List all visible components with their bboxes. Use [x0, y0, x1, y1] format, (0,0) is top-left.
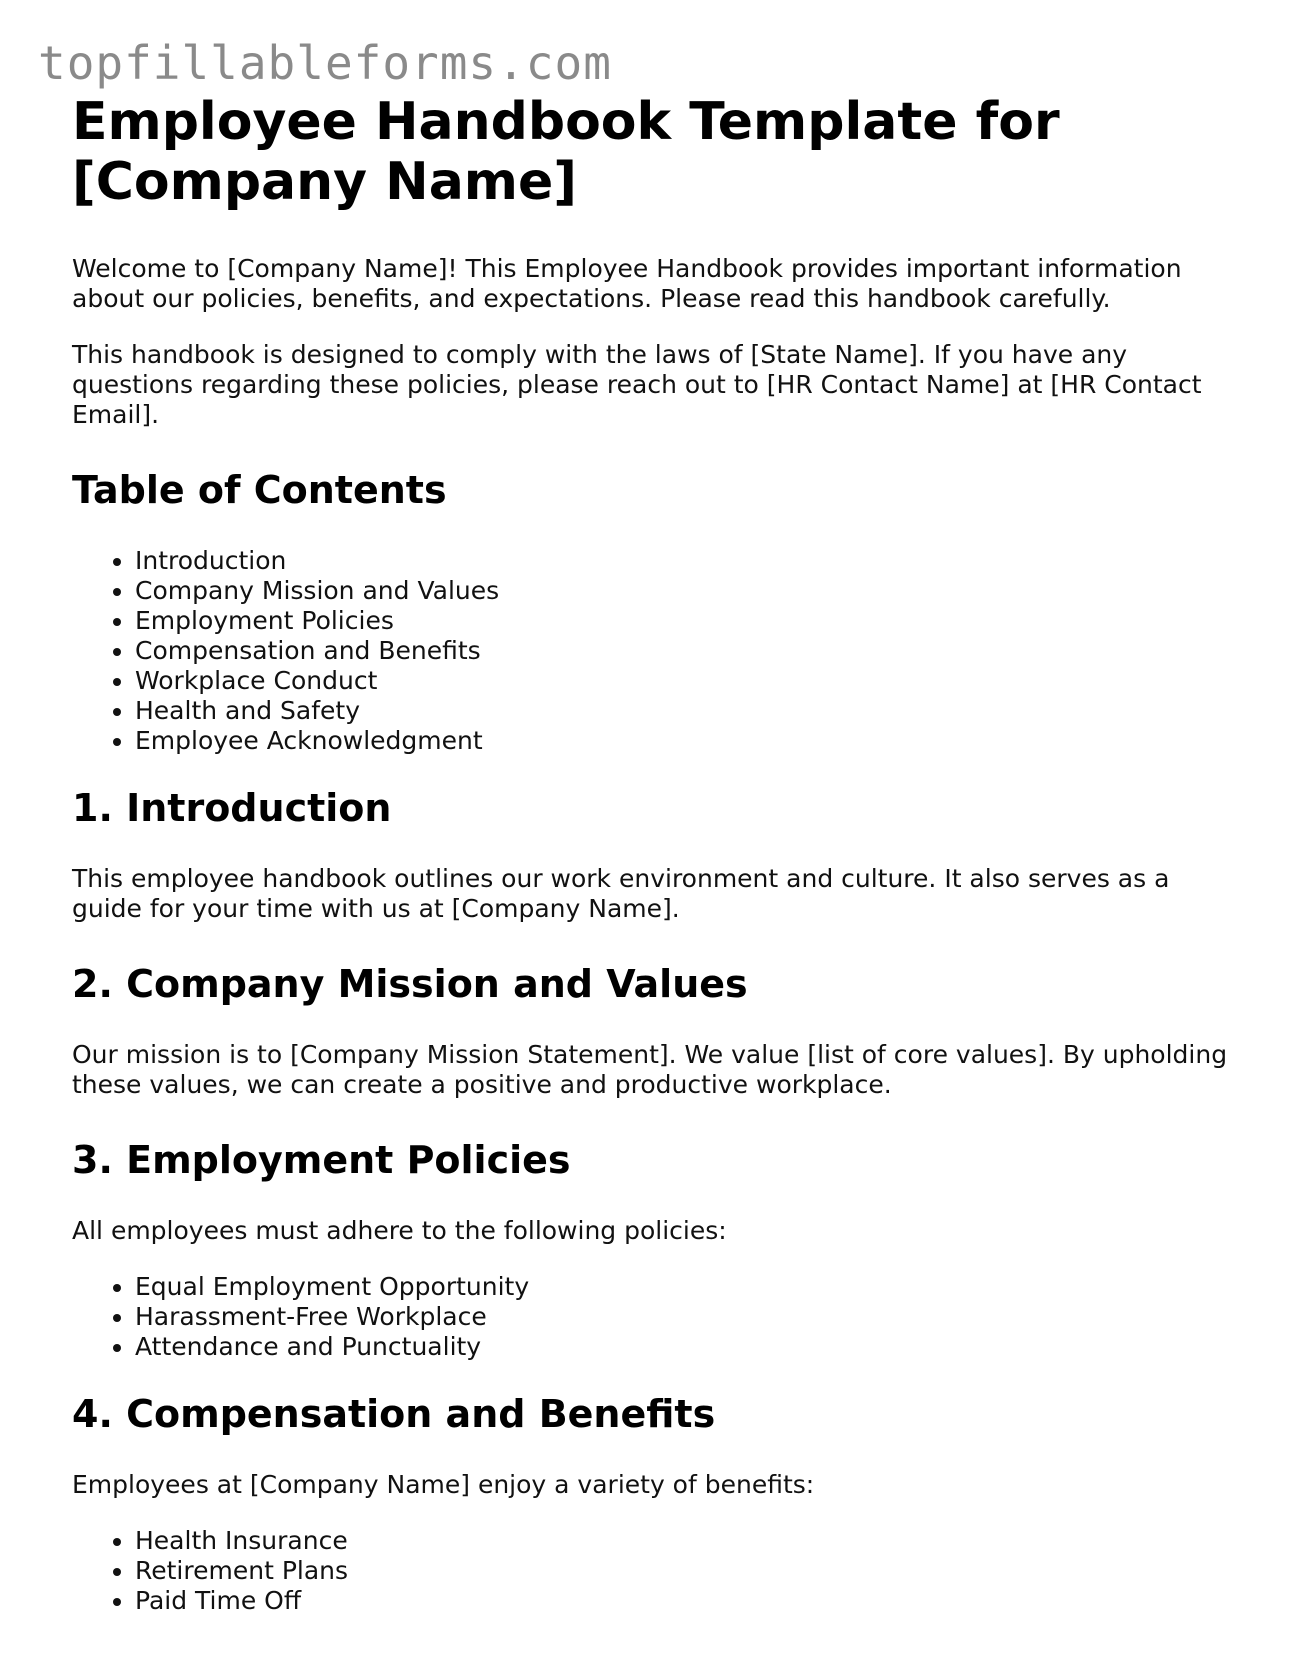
toc-item: • Employee Acknowledgment — [135, 726, 1232, 756]
toc-list — [72, 546, 1232, 756]
toc-item: • Employment Policies — [135, 606, 1232, 636]
section-heading-introduction: 1. Introduction — [72, 786, 392, 830]
toc-heading: Table of Contents — [72, 468, 447, 512]
intro-paragraph-welcome: Welcome to [Company Name]! This Employee Handbook provides important information about our policies, benefits, and expectations. Please read this handbook carefully. — [72, 254, 1182, 313]
toc-item: • Workplace Conduct — [135, 666, 1232, 696]
list-item: • Attendance and Punctuality — [135, 1332, 1232, 1362]
toc-item: • Company Mission and Values — [135, 576, 1232, 606]
intro-paragraph-compliance: This handbook is designed to comply with the laws of [State Name]. If you have any questions regarding these policies, please reach out to [HR Contact Name] at [HR Contact Email]. — [72, 340, 1202, 429]
section-text-compensation: Employees at [Company Name] enjoy a variety of benefits: — [72, 1470, 815, 1499]
list-item: • Harassment-Free Workplace — [135, 1302, 1232, 1332]
section-heading-compensation: 4. Compensation and Benefits — [72, 1392, 716, 1436]
section-text-policies: All employees must adhere to the following policies: — [72, 1216, 727, 1245]
toc-item: • Health and Safety — [135, 696, 1232, 726]
list-item: • Retirement Plans — [135, 1556, 1232, 1586]
list-item: • Paid Time Off — [135, 1586, 1232, 1616]
section-heading-policies: 3. Employment Policies — [72, 1138, 571, 1182]
document-title: Employee Handbook Template for [Company Name] — [72, 92, 1060, 212]
benefits-list — [72, 1526, 1232, 1616]
list-item: • Equal Employment Opportunity — [135, 1272, 1232, 1302]
watermark: topfillableforms.com — [38, 36, 612, 90]
section-heading-mission: 2. Company Mission and Values — [72, 962, 748, 1006]
toc-item: • Compensation and Benefits — [135, 636, 1232, 666]
section-text-introduction: This employee handbook outlines our work environment and culture. It also serves as a guide for your time with us at [Company Name]. — [72, 864, 1170, 923]
policies-list — [72, 1272, 1232, 1362]
toc-item: • Introduction — [135, 546, 1232, 576]
list-item: • Health Insurance — [135, 1526, 1232, 1556]
document-page — [72, 92, 1232, 1646]
section-text-mission: Our mission is to [Company Mission Statement]. We value [list of core values]. By upholding these values, we can create a positive and productive workplace. — [72, 1040, 1228, 1099]
